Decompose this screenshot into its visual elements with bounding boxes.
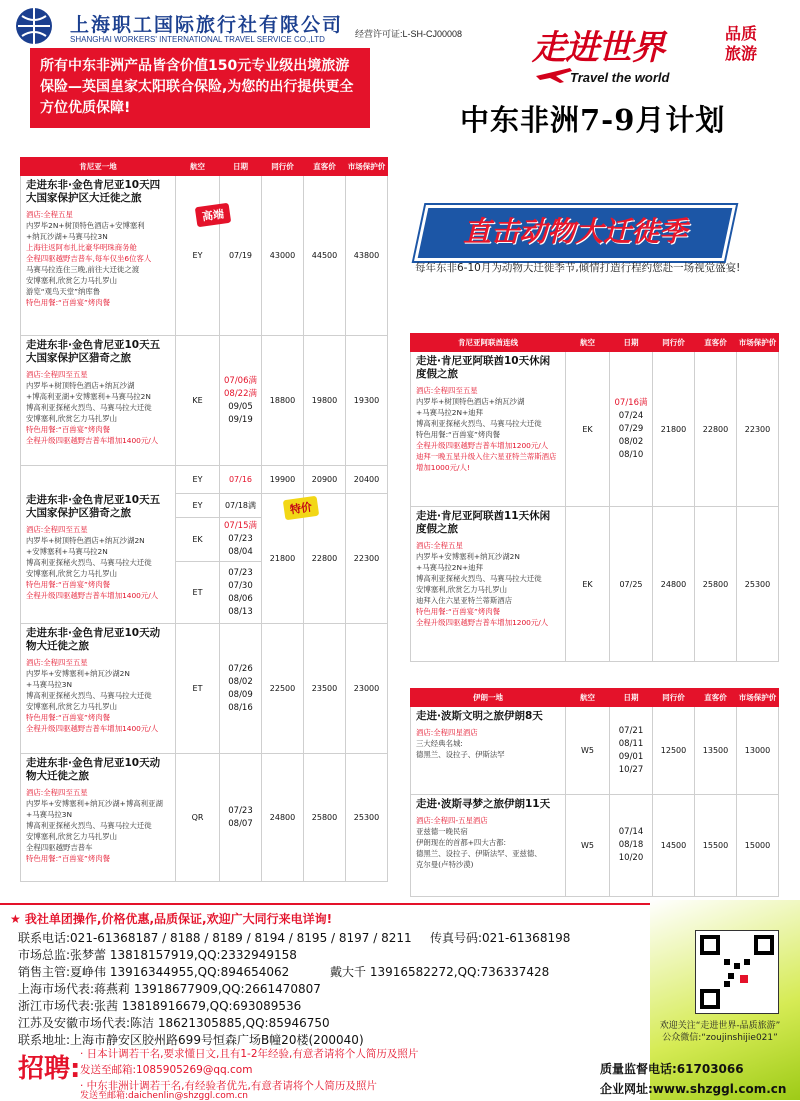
quality-hotline: 质量监督电话:61703066	[600, 1062, 744, 1076]
contact-line: 戴大千 13916582272,QQ:736337428	[330, 965, 550, 979]
recruit-mail-label: 发送至邮箱:	[80, 1091, 129, 1101]
airline-code: EK	[566, 507, 610, 662]
recruit-line: · 日本计调若干名,要求懂日文,且有1-2年经验,有意者请将个人简历及照片	[80, 1048, 419, 1060]
direct-price: 22800	[695, 352, 737, 507]
direct-price: 20900	[304, 466, 346, 494]
market-price: 23000	[346, 624, 388, 754]
tour-item: +马赛马拉2N+迪拜	[416, 408, 483, 417]
market-price: 43800	[346, 176, 388, 336]
tour-item: 酒店:全程四至五星	[26, 525, 88, 534]
contact-line: 市场总监:张梦蕾 13818157919,QQ:2332949158	[18, 948, 297, 962]
col-peer: 同行价	[262, 158, 304, 176]
tour-cell	[21, 176, 176, 336]
kenya-table	[20, 157, 388, 882]
direct-price: 19800	[304, 336, 346, 466]
airline-code: EY	[176, 494, 220, 518]
col-airline: 航空	[176, 158, 220, 176]
tour-item: +马赛马拉3N	[26, 680, 72, 689]
direct-price: 25800	[695, 507, 737, 662]
tour-cell	[21, 754, 176, 882]
airline-code: ET	[176, 624, 220, 754]
insurance-banner: 所有中东非洲产品皆含价值150元专业级出境旅游保险—英国皇家太阳联合保险,为您的出行提供更全方位优质保障!	[30, 48, 370, 128]
tour-item: 特色用餐:“百兽宴”烤肉餐	[416, 430, 501, 439]
tour-name: 走进·肯尼亚阿联酋10天休闲度假之旅	[416, 355, 551, 380]
date-item: 07/24	[618, 410, 644, 421]
special-offer-badge: 特价	[283, 496, 319, 521]
date-item: 10/27	[618, 764, 644, 775]
company-name: 上海职工国际旅行社有限公司	[70, 14, 344, 36]
contact-line: 销售主管:夏峥伟 13916344955,QQ:894654062	[18, 965, 290, 979]
tour-name: 走进·肯尼亚阿联酋11天休闲度假之旅	[416, 510, 551, 535]
peer-price: 21800	[262, 494, 304, 624]
tour-cell	[411, 507, 566, 662]
departure-date: 07/19	[220, 176, 262, 336]
market-price: 20400	[346, 466, 388, 494]
tour-cell	[21, 466, 176, 624]
date-item: 08/07	[228, 818, 253, 829]
date-item: 08/13	[228, 606, 253, 617]
tour-item: 三大经典名城:	[416, 739, 463, 748]
departure-date: 07/18满	[220, 494, 262, 518]
contact-address: 联系地址:上海市静安区胶州路699号恒森广场B幢20楼(200040)	[18, 1033, 364, 1047]
website	[600, 1080, 786, 1097]
license-number: 经营许可证:L-SH-CJ00008	[355, 29, 463, 39]
tour-item: 酒店:全程五星	[26, 210, 73, 219]
tour-item: 亚兹德一晚民宿	[416, 827, 468, 836]
market-price: 13000	[737, 707, 779, 795]
col-direct: 直客价	[695, 334, 737, 352]
tour-item: 特色用餐:“百兽宴”烤肉餐	[26, 580, 111, 589]
date-item: 08/02	[618, 436, 644, 447]
table-row[interactable]	[21, 624, 388, 754]
table-row[interactable]	[411, 352, 779, 507]
tour-item: 全程升级四驱越野吉普车增加1200元/人	[416, 618, 549, 627]
company-logo	[12, 6, 372, 46]
direct-price: 25800	[304, 754, 346, 882]
date-item: 08/10	[618, 449, 644, 460]
tour-item: 德黑兰、设拉子、伊斯法罕	[416, 750, 505, 759]
date-item: 08/02	[228, 676, 253, 687]
col-market: 市场保护价	[737, 689, 779, 707]
airplane-icon	[534, 62, 574, 84]
website-url[interactable]: 企业网址:www.shzggl.com.cn	[600, 1082, 787, 1096]
tour-item: 游览“观鸟天堂”纳库鲁	[26, 287, 101, 296]
airline-code: EY	[176, 466, 220, 494]
contact-line: 江苏及安徽市场代表:陈洁 18621305885,QQ:85946750	[18, 1016, 330, 1030]
qr-finder-icon	[700, 935, 720, 955]
tour-item: 安博塞利,欣赏乞力马扎罗山	[26, 569, 118, 578]
tour-name: 走进·波斯文明之旅伊朗8天	[416, 710, 543, 722]
departure-dates	[220, 336, 262, 466]
peer-price: 22500	[262, 624, 304, 754]
tour-item: 德黑兰、设拉子、伊斯法罕、亚兹德、	[416, 849, 542, 858]
col-airline: 航空	[566, 689, 610, 707]
airline-code: KE	[176, 336, 220, 466]
qr-caption-line: 欢迎关注“走进世界-品质旅游”	[659, 1021, 781, 1031]
date-item: 08/06	[228, 593, 253, 604]
airline-code: EK	[566, 352, 610, 507]
date-item: 08/18	[618, 840, 644, 850]
airline-code: W5	[566, 707, 610, 795]
brand-side: 品质旅游	[725, 24, 758, 63]
departure-dates	[220, 624, 262, 754]
iran-table	[410, 688, 779, 897]
tour-item: 全程四驱越野吉普车	[26, 843, 93, 852]
market-price: 22300	[346, 494, 388, 624]
tour-item: 酒店:全程四至五星	[26, 658, 88, 667]
tour-item: 博高利亚探秘火烈鸟、马赛马拉大迁徙	[26, 558, 152, 567]
peer-price: 21800	[653, 352, 695, 507]
table-row[interactable]	[21, 754, 388, 882]
table-row[interactable]	[411, 507, 779, 662]
tour-item: 特色用餐:“百兽宴”烤肉餐	[26, 425, 111, 434]
premium-badge: 高端	[195, 203, 231, 228]
tour-item: 全程升级四驱越野吉普车增加1200元/人	[416, 441, 549, 450]
col-market: 市场保护价	[737, 334, 779, 352]
kenya-uae-table	[410, 333, 779, 662]
tour-cell	[411, 795, 566, 897]
tour-name: 走进东非·金色肯尼亚10天动物大迁徙之旅	[26, 757, 161, 782]
table-row[interactable]	[411, 707, 779, 795]
col-date: 日期	[610, 334, 653, 352]
tour-item: 博高利亚探秘火烈鸟、马赛马拉大迁徙	[26, 403, 152, 412]
brand-main: 走进世界	[532, 28, 664, 68]
table-row[interactable]	[21, 466, 388, 494]
table-row[interactable]	[411, 795, 779, 897]
col-market: 市场保护价	[346, 158, 388, 176]
airline-code: EK	[176, 518, 220, 562]
tour-item: 安博塞利,欣赏乞力马扎罗山	[26, 414, 118, 423]
peer-price: 24800	[262, 754, 304, 882]
departure-dates	[610, 707, 653, 795]
table-row[interactable]	[21, 176, 388, 336]
date-item: 08/16	[228, 702, 253, 713]
tour-item: 酒店:全程四至五星	[416, 386, 478, 395]
date-item: 09/19	[228, 414, 253, 425]
tour-item: +博高利亚湖+安博塞利+马赛马拉2N	[26, 392, 151, 401]
peer-price: 43000	[262, 176, 304, 336]
market-price: 15000	[737, 795, 779, 897]
tour-item: 博高利亚探秘火烈鸟、马赛马拉大迁徙	[416, 574, 542, 583]
direct-price: 15500	[695, 795, 737, 897]
tour-item: 马赛马拉连住三晚,前往大迁徙之渡	[26, 265, 140, 274]
tour-item: 全程升级四驱越野吉普车增加1400元/人	[26, 591, 159, 600]
date-item: 07/15满	[224, 521, 257, 531]
recruit-line	[80, 1088, 248, 1101]
qr-pattern-icon	[724, 959, 752, 987]
recruit-email[interactable]: 1085905269@qq.com	[136, 1064, 253, 1076]
date-item: 07/06满	[224, 375, 257, 386]
tour-item: 内罗毕+树顶特色酒店+纳瓦沙湖2N	[26, 536, 145, 545]
date-item: 08/04	[228, 547, 253, 557]
qr-code[interactable]	[695, 930, 779, 1014]
tour-item: 安博塞利,欣赏乞力马扎罗山	[26, 276, 118, 285]
qr-caption-line: 公众微信:“zoujinshijie021”	[662, 1033, 778, 1043]
migration-intro: 每年东非6-10月为动物大迁徙季节,倾情打造行程约您赴一场视觉盛宴!	[415, 262, 741, 274]
tour-item: +安博塞利+马赛马拉2N	[26, 547, 108, 556]
recruit-line: · 中东非洲计调若干名,有经验者优先,有意者请将个人简历及照片	[80, 1080, 377, 1092]
market-price: 19300	[346, 336, 388, 466]
tour-item: 克尔曼(卢特沙漠)	[416, 860, 474, 869]
tour-item: +马赛马拉3N	[26, 810, 72, 819]
tour-item: 特色用餐:“百兽宴”烤肉餐	[26, 298, 111, 307]
tour-item: 安博塞利,欣赏乞力马扎罗山	[26, 832, 118, 841]
peer-price: 24800	[653, 507, 695, 662]
airline-code: EY	[176, 176, 220, 336]
col-date: 日期	[220, 158, 262, 176]
date-item: 07/14	[618, 827, 644, 837]
date-item: 07/23	[228, 567, 253, 578]
date-item: 08/22满	[224, 388, 257, 399]
market-price: 25300	[737, 507, 779, 662]
col-peer: 同行价	[653, 689, 695, 707]
recruit-line	[80, 1062, 252, 1077]
tour-item: 特色用餐:“百兽宴”烤肉餐	[26, 854, 111, 863]
tour-item: 酒店:全程四星酒店	[416, 728, 478, 737]
direct-price: 23500	[304, 624, 346, 754]
departure-date: 07/25	[610, 507, 653, 662]
col-airline: 航空	[566, 334, 610, 352]
qr-finder-icon	[700, 989, 720, 1009]
peer-price: 19900	[262, 466, 304, 494]
col-date: 日期	[610, 689, 653, 707]
recruit-mail-label: 发送至邮箱:	[80, 1064, 137, 1076]
tour-cell	[411, 707, 566, 795]
section-title: 肯尼亚一地	[21, 158, 176, 176]
date-item: 08/09	[228, 689, 253, 700]
contact-line: 上海市场代表:蒋燕莉 13918677909,QQ:2661470807	[18, 982, 321, 996]
col-peer: 同行价	[653, 334, 695, 352]
market-price: 22300	[737, 352, 779, 507]
departure-dates	[610, 352, 653, 507]
date-item: 08/11	[618, 738, 644, 749]
departure-dates	[610, 795, 653, 897]
peer-price: 14500	[653, 795, 695, 897]
date-item: 07/21	[618, 725, 644, 736]
date-item: 09/01	[618, 751, 644, 762]
tour-item: 酒店:全程四至五星	[26, 370, 88, 379]
airline-code: ET	[176, 562, 220, 624]
departure-dates	[220, 518, 262, 562]
date-item: 07/16满	[614, 397, 648, 408]
tour-item: 内罗毕+安博塞利+纳瓦沙湖+博高利亚湖	[26, 799, 163, 808]
tour-name: 走进东非·金色肯尼亚10天四大国家保护区大迁徙之旅	[26, 179, 161, 204]
globe-logo-icon	[12, 6, 62, 46]
contact-line: 浙江市场代表:张茜 13818916679,QQ:693089536	[18, 999, 302, 1013]
tour-item: 博高利亚探秘火烈鸟、马赛马拉大迁徙	[416, 419, 542, 428]
tour-item: 内罗毕+安博塞利+纳瓦沙湖2N	[416, 552, 520, 561]
tour-item: 安博塞利,欣赏乞力马扎罗山	[416, 585, 508, 594]
company-name-en: SHANGHAI WORKERS' INTERNATIONAL TRAVEL SERVICE CO.,LTD	[70, 35, 325, 44]
tour-item: 内罗毕+树顶特色酒店+纳瓦沙湖	[26, 381, 135, 390]
tour-name: 走进东非·金色肯尼亚10天五大国家保护区猎奇之旅	[26, 494, 161, 519]
tour-item: 酒店:全程五星	[416, 541, 463, 550]
tour-cell	[411, 352, 566, 507]
table-row[interactable]	[21, 336, 388, 466]
date-item: 07/23	[228, 534, 253, 544]
col-direct: 直客价	[304, 158, 346, 176]
tour-item: 增加1000元/人!	[416, 463, 470, 472]
tour-name: 走进·波斯寻梦之旅伊朗11天	[416, 798, 551, 810]
tour-item: 上海往返阿布扎比豪华明珠商务舱	[26, 243, 137, 252]
airline-code: QR	[176, 754, 220, 882]
tour-item: 酒店:全程四至五星	[26, 788, 88, 797]
tour-item: +纳瓦沙湖+马赛马拉3N	[26, 232, 108, 241]
airline-code: W5	[566, 795, 610, 897]
tour-item: 博高利亚探秘火烈鸟、马赛马拉大迁徙	[26, 691, 152, 700]
tour-item: +马赛马拉2N+迪拜	[416, 563, 483, 572]
tour-item: 内罗毕+树顶特色酒店+纳瓦沙湖	[416, 397, 525, 406]
section-title: 肯尼亚阿联酋连线	[411, 334, 566, 352]
brand-logo	[530, 18, 775, 90]
qr-finder-icon	[754, 935, 774, 955]
tour-item: 内罗毕2N+树顶特色酒店+安博塞利	[26, 221, 145, 230]
qr-caption	[650, 1020, 790, 1044]
date-item: 07/26	[228, 663, 253, 674]
tour-item: 全程四驱越野吉普车,每车仅坐6位客人	[26, 254, 152, 263]
tour-item: 迪拜一晚五星升级入住六星亚特兰蒂斯酒店	[416, 452, 557, 461]
departure-dates	[220, 562, 262, 624]
tour-item: 伊朗现在的首都+四大古都:	[416, 838, 506, 847]
date-item: 10/20	[618, 853, 644, 863]
peer-price: 12500	[653, 707, 695, 795]
peer-price: 18800	[262, 336, 304, 466]
brand-slogan-en: Travel the world	[570, 70, 670, 85]
recruit-title: 招聘:	[18, 1054, 81, 1084]
tour-item: 特色用餐:“百兽宴”烤肉餐	[26, 713, 111, 722]
tour-item: 全程升级四驱越野吉普车增加1400元/人	[26, 436, 159, 445]
date-item: 07/23	[228, 805, 253, 816]
contact-phone: 联系电话:021-61368187 / 8188 / 8189 / 8194 / 8195 / 8197 / 8211	[18, 931, 412, 945]
departure-dates	[220, 754, 262, 882]
direct-price: 22800	[304, 494, 346, 624]
tour-cell	[21, 624, 176, 754]
date-item: 07/30	[228, 580, 253, 591]
direct-price: 13500	[695, 707, 737, 795]
tour-item: 内罗毕+安博塞利+纳瓦沙湖2N	[26, 669, 130, 678]
tour-item: 安博塞利,欣赏乞力马扎罗山	[26, 702, 118, 711]
market-price: 25300	[346, 754, 388, 882]
tour-item: 迪拜入住六星亚特兰蒂斯酒店	[416, 596, 513, 605]
tour-name: 走进东非·金色肯尼亚10天五大国家保护区猎奇之旅	[26, 339, 161, 364]
departure-date: 07/16	[220, 466, 262, 494]
slogan: 直击动物大迁徙季	[462, 215, 687, 248]
tour-cell	[21, 336, 176, 466]
page-title: 中东非洲7-9月计划	[460, 103, 726, 137]
tour-item: 酒店:全程四-五星酒店	[416, 816, 488, 825]
tour-item: 特色用餐:“百兽宴”烤肉餐	[416, 607, 501, 616]
tour-name: 走进东非·金色肯尼亚10天动物大迁徙之旅	[26, 627, 161, 652]
tour-item: 全程升级四驱越野吉普车增加1400元/人	[26, 724, 159, 733]
tour-item: 博高利亚探秘火烈鸟、马赛马拉大迁徙	[26, 821, 152, 830]
direct-price: 44500	[304, 176, 346, 336]
date-item: 09/05	[228, 401, 253, 412]
col-direct: 直客价	[695, 689, 737, 707]
date-item: 07/29	[618, 423, 644, 434]
contact-fax: 传真号码:021-61368198	[430, 931, 571, 945]
section-title: 伊朗一地	[411, 689, 566, 707]
recruit-email[interactable]: daichenlin@shzggl.com.cn	[128, 1091, 249, 1101]
contact-headline: ★ 我社单团操作,价格优惠,品质保证,欢迎广大同行来电详询!	[10, 912, 333, 926]
